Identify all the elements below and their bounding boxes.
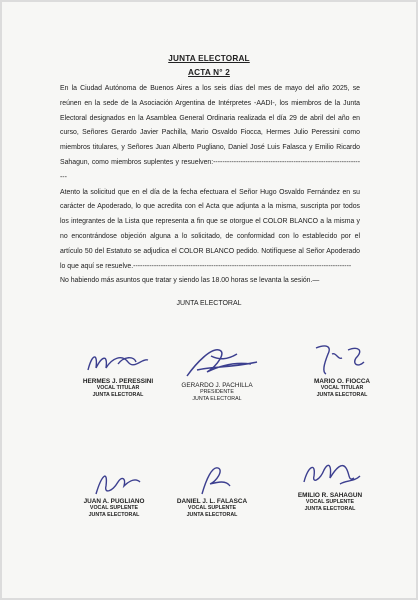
signer-body: JUNTA ELECTORAL — [186, 511, 238, 518]
signer-body: JUNTA ELECTORAL — [304, 505, 356, 512]
handwritten-signature-sahagun — [290, 454, 370, 492]
signer-body: JUNTA ELECTORAL — [88, 511, 140, 518]
document-page — [2, 2, 416, 598]
signatures-heading: JUNTA ELECTORAL — [176, 300, 242, 307]
handwritten-signature-pugliano — [74, 464, 154, 498]
signer-body: JUNTA ELECTORAL — [92, 391, 144, 398]
signature-block-pachilla — [157, 342, 277, 402]
signer-role: VOCAL TITULAR — [96, 385, 140, 391]
act-number: ACTA N° 2 — [188, 68, 230, 77]
signer-name: HERMES J. PERESSINI — [82, 378, 154, 385]
paragraph-resolution: Atento la solicitud que en el día de la fecha efectuara el Señor Hugo Osvaldo Fernández en su carácter de Apoderado, lo que acredita con el Acta que adjunta a la misma, suscripta por todos los integrantes de la Lista que representa a fin que se otorgue el COLOR BLANCO a la misma y no encontrándose objeción alguna a lo solicitado, de conformidad con lo establecido por el artículo 50 del Estatuto se adjudica el COLOR BLANCO pedido. Notifíquese al Señor Apoderado lo que aquí se resuelve.----------------------------------------------------------------------------------------------- — [60, 188, 360, 270]
closing-statement: No habiendo más asuntos que tratar y siendo las 18.00 horas se levanta la sesión.— — [60, 277, 320, 284]
signer-role: VOCAL SUPLENTE — [305, 499, 355, 505]
handwritten-signature-peressini — [78, 344, 158, 378]
handwritten-signature-falasca — [172, 460, 252, 498]
document-title: JUNTA ELECTORAL — [168, 54, 250, 63]
handwritten-signature-fiocca — [302, 338, 382, 378]
signer-name: GERARDO J. PACHILLA — [181, 382, 253, 389]
resolution-body — [60, 82, 360, 274]
signer-role: VOCAL TITULAR — [320, 385, 364, 391]
signer-role: VOCAL SUPLENTE — [187, 505, 237, 511]
signer-name: DANIEL J. L. FALASCA — [176, 498, 248, 505]
signer-body: JUNTA ELECTORAL — [192, 395, 242, 402]
signer-name: EMILIO R. SAHAGUN — [297, 492, 363, 499]
signature-block-sahagun — [270, 454, 390, 512]
signer-name: MARIO O. FIOCCA — [313, 378, 371, 385]
paragraph-intro: En la Ciudad Autónoma de Buenos Aires a los seis días del mes de mayo del año 2025, se reúnen en la sede de la Asociación Argentina de Intérpretes -AADI-, los miembros de la Junta Electoral designados en la Asamblea General Ordinaria realizada el día 29 de abril del año en curso, Señores Gerardo Javier Pachilla, Mario Osvaldo Fiocca, Hermes Julio Peressini como miembros titulares, y Señores Juan Alberto Pugliano, Daniel José Luis Falasca y Emilio Ricardo Sahagun, como miembros suplentes y resuelven:------------------------------------------------------------------- — [60, 85, 360, 181]
signer-role: VOCAL SUPLENTE — [89, 505, 139, 511]
handwritten-signature-pachilla — [167, 342, 267, 382]
signature-block-falasca — [152, 460, 272, 518]
signer-body: JUNTA ELECTORAL — [316, 391, 368, 398]
signer-role: PRESIDENTE — [200, 389, 234, 395]
signer-name: JUAN A. PUGLIANO — [83, 498, 145, 505]
signature-block-fiocca — [282, 338, 402, 398]
